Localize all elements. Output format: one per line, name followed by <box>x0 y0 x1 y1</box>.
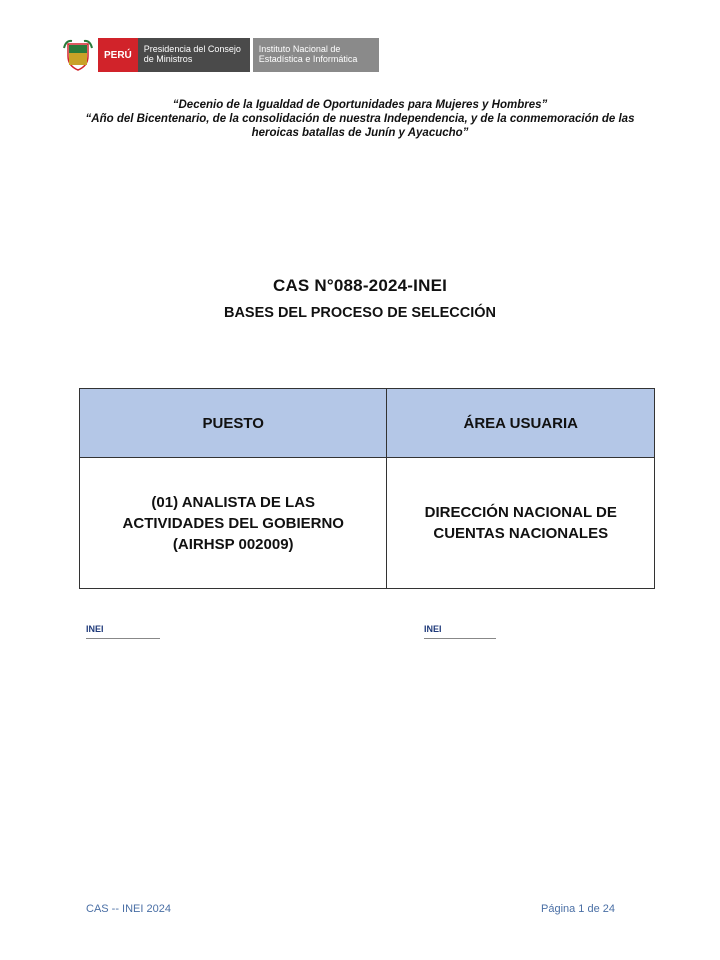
table-row <box>80 458 655 589</box>
logo-rule-right <box>424 638 496 639</box>
puesto-line-3: (AIRHSP 002009) <box>172 535 294 553</box>
cell-puesto <box>80 458 387 589</box>
area-line-1: DIRECCIÓN NACIONAL DE <box>424 504 617 521</box>
presidencia-label: Presidencia del Consejo de Ministros <box>138 38 250 72</box>
cell-area-usuaria <box>387 458 655 589</box>
header-area-usuaria: ÁREA USUARIA <box>387 389 655 458</box>
inei-mark-left: INEI <box>86 624 104 634</box>
page-number: Página 1 de 24 <box>541 903 616 915</box>
inei-logo-left <box>86 624 160 639</box>
position-table <box>79 388 655 589</box>
peru-label: PERÚ <box>98 38 138 72</box>
decenio-text <box>0 98 720 140</box>
puesto-line-1: (01) ANALISTA DE LAS <box>151 493 316 511</box>
inei-mark-right: INEI <box>424 624 442 634</box>
document-title: CAS N°088-2024-INEI <box>272 276 448 295</box>
instituto-label: Instituto Nacional de Estadística e Informática <box>253 38 379 72</box>
decenio-line-1: “Decenio de la Igualdad de Oportunidades para Mujeres y Hombres” <box>172 99 548 111</box>
footer-left-text: CAS -- INEI 2024 <box>86 903 171 915</box>
inei-logo-right <box>424 624 496 639</box>
government-header <box>62 38 379 72</box>
document-subtitle: BASES DEL PROCESO DE SELECCIÓN <box>223 305 497 321</box>
area-line-2: CUENTAS NACIONALES <box>433 525 609 542</box>
decenio-line-2: “Año del Bicentenario, de la consolidación de nuestra Independencia, y de la conmemoración de las <box>85 113 635 125</box>
coat-of-arms-icon <box>62 38 94 72</box>
decenio-line-3: heroicas batallas de Junín y Ayacucho” <box>251 127 469 139</box>
header-puesto: PUESTO <box>80 389 387 458</box>
table-header-row <box>80 389 655 458</box>
puesto-line-2: ACTIVIDADES DEL GOBIERNO <box>122 514 344 532</box>
logo-rule-left <box>86 638 160 639</box>
